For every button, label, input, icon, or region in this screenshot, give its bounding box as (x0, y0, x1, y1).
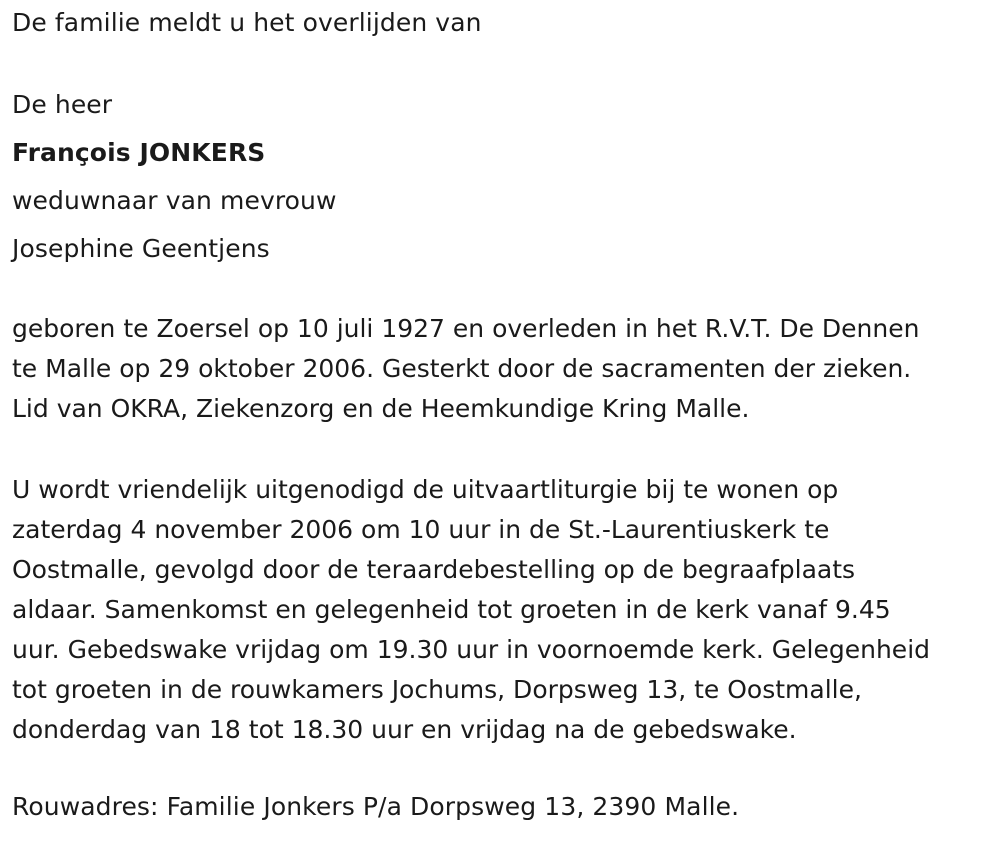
intro-text: De familie meldt u het overlijden van (12, 8, 482, 37)
title-text: De heer (12, 90, 113, 119)
funeral-line: donderdag van 18 tot 18.30 uur en vrijdag na de gebedswake. (12, 715, 797, 744)
bio-line: Lid van OKRA, Ziekenzorg en de Heemkundige Kring Malle. (12, 394, 750, 423)
mourning-address: Rouwadres: Familie Jonkers P/a Dorpsweg 13, 2390 Malle. (12, 792, 740, 821)
funeral-line: aldaar. Samenkomst en gelegenheid tot groeten in de kerk vanaf 9.45 (12, 595, 891, 624)
funeral-line: zaterdag 4 november 2006 om 10 uur in de St.-Laurentiuskerk te (12, 515, 830, 544)
bio-line: geboren te Zoersel op 10 juli 1927 en overleden in het R.V.T. De Dennen (12, 314, 920, 343)
funeral-line: uur. Gebedswake vrijdag om 19.30 uur in voornoemde kerk. Gelegenheid (12, 635, 931, 664)
funeral-line: Oostmalle, gevolgd door de teraardebestelling op de begraafplaats (12, 555, 856, 584)
funeral-paragraph (12, 470, 930, 750)
funeral-line: U wordt vriendelijk uitgenodigd de uitvaartliturgie bij te wonen op (12, 475, 839, 504)
spouse-name: Josephine Geentjens (12, 234, 270, 263)
deceased-name: François JONKERS (12, 138, 266, 167)
bio-paragraph (12, 309, 919, 429)
funeral-line: tot groeten in de rouwkamers Jochums, Dorpsweg 13, te Oostmalle, (12, 675, 862, 704)
bio-line: te Malle op 29 oktober 2006. Gesterkt door de sacramenten der zieken. (12, 354, 912, 383)
widower-text: weduwnaar van mevrouw (12, 186, 337, 215)
